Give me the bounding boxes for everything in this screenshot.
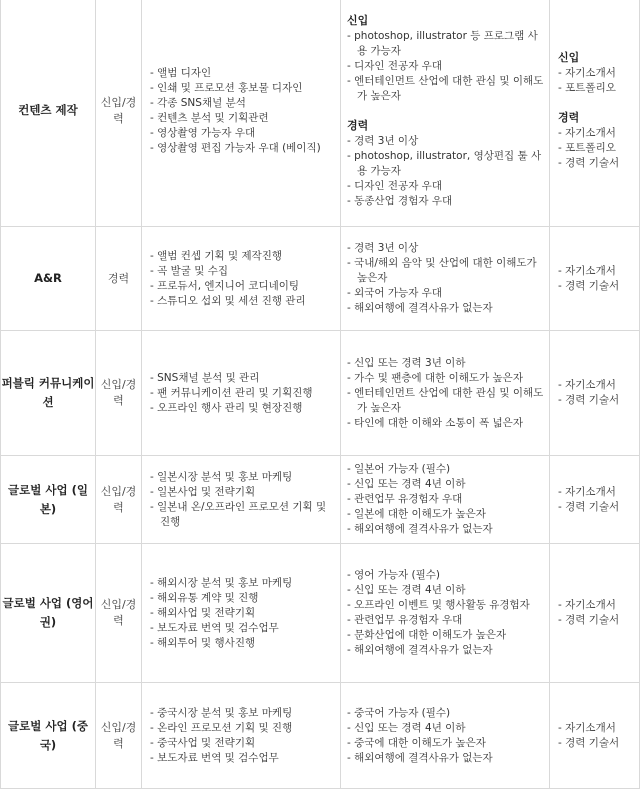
list-item: - photoshop, illustrator 등 프로그램 사용 가능자 (347, 29, 545, 59)
table-row (1, 227, 640, 331)
required-documents (550, 331, 640, 456)
employment-type: 신입/경력 (96, 0, 142, 227)
list-item: - 신입 또는 경력 4년 이하 (347, 721, 545, 736)
list-item: - 일본시장 분석 및 홍보 마케팅 (150, 470, 336, 485)
list-item: - SNS채널 분석 및 관리 (150, 371, 336, 386)
list-item: - 포트폴리오 (558, 141, 635, 156)
job-requirements (341, 331, 550, 456)
job-tasks (142, 456, 341, 544)
list-item: - 자기소개서 (558, 598, 635, 613)
list-item: - photoshop, illustrator, 영상편집 툴 사용 가능자 (347, 149, 545, 179)
list-item: - 온라인 프로모션 기획 및 진행 (150, 721, 336, 736)
docs-exp-heading: 경력 (558, 111, 580, 124)
employment-type: 신입/경력 (96, 683, 142, 789)
list-item: - 국내/해외 음악 및 산업에 대한 이해도가 높은자 (347, 256, 545, 286)
list-item: - 각종 SNS채널 분석 (150, 96, 336, 111)
job-title: 퍼블릭 커뮤니케이션 (1, 331, 96, 456)
list-item: - 일본에 대한 이해도가 높은자 (347, 507, 545, 522)
list-item: - 오프라인 이벤트 및 행사활동 유경험자 (347, 598, 545, 613)
list-item: - 자기소개서 (558, 378, 635, 393)
employment-type: 신입/경력 (96, 331, 142, 456)
list-item: - 스튜디오 섭외 및 세션 진행 관리 (150, 294, 336, 309)
job-tasks (142, 227, 341, 331)
list-item: - 해외투어 및 행사진행 (150, 636, 336, 651)
job-tasks (142, 683, 341, 789)
job-title: 글로벌 사업 (중국) (1, 683, 96, 789)
list-item: - 자기소개서 (558, 721, 635, 736)
job-requirements (341, 683, 550, 789)
list-item: - 앨범 디자인 (150, 66, 336, 81)
list-item: - 경력 기술서 (558, 279, 635, 294)
requirements-exp-heading: 경력 (347, 118, 369, 132)
list-item: - 중국에 대한 이해도가 높은자 (347, 736, 545, 751)
job-title: 글로벌 사업 (일본) (1, 456, 96, 544)
list-item: - 경력 기술서 (558, 156, 635, 171)
list-item: - 팬 커뮤니케이션 관리 및 기획진행 (150, 386, 336, 401)
required-documents (550, 456, 640, 544)
table-row (1, 683, 640, 789)
required-documents (550, 544, 640, 683)
list-item: - 영어 가능자 (필수) (347, 568, 545, 583)
list-item: - 문화산업에 대한 이해도가 높은자 (347, 628, 545, 643)
list-item: - 디자인 전공자 우대 (347, 59, 545, 74)
list-item: - 보도자료 번역 및 검수업무 (150, 751, 336, 766)
table-row (1, 456, 640, 544)
list-item: - 외국어 가능자 우대 (347, 286, 545, 301)
list-item: - 중국시장 분석 및 홍보 마케팅 (150, 706, 336, 721)
list-item: - 자기소개서 (558, 126, 635, 141)
list-item: - 신입 또는 경력 3년 이하 (347, 356, 545, 371)
list-item: - 관련업무 유경험자 우대 (347, 613, 545, 628)
list-item: - 디자인 전공자 우대 (347, 179, 545, 194)
employment-type: 신입/경력 (96, 456, 142, 544)
job-tasks (142, 331, 341, 456)
job-tasks (142, 0, 341, 227)
requirements-new-heading: 신입 (347, 13, 369, 27)
list-item: - 중국어 가능자 (필수) (347, 706, 545, 721)
job-requirements (341, 544, 550, 683)
list-item: - 경력 3년 이상 (347, 134, 545, 149)
job-title: A&R (1, 227, 96, 331)
list-item: - 경력 기술서 (558, 613, 635, 628)
required-documents (550, 0, 640, 227)
employment-type: 경력 (96, 227, 142, 331)
table-row (1, 0, 640, 227)
list-item: - 자기소개서 (558, 66, 635, 81)
list-item: - 경력 3년 이상 (347, 241, 545, 256)
job-requirements (341, 227, 550, 331)
required-documents (550, 227, 640, 331)
list-item: - 해외여행에 결격사유가 없는자 (347, 301, 545, 316)
list-item: - 해외사업 및 전략기획 (150, 606, 336, 621)
list-item: - 신입 또는 경력 4년 이하 (347, 477, 545, 492)
list-item: - 해외여행에 결격사유가 없는자 (347, 751, 545, 766)
list-item: - 해외시장 분석 및 홍보 마케팅 (150, 576, 336, 591)
list-item: - 엔터테인먼트 산업에 대한 관심 및 이해도가 높은자 (347, 74, 545, 104)
job-tasks (142, 544, 341, 683)
job-title: 글로벌 사업 (영어권) (1, 544, 96, 683)
employment-type: 신입/경력 (96, 544, 142, 683)
list-item: - 해외여행에 결격사유가 없는자 (347, 522, 545, 537)
list-item: - 영상촬영 편집 가능자 우대 (베이직) (150, 141, 336, 156)
job-requirements (341, 456, 550, 544)
list-item: - 경력 기술서 (558, 500, 635, 515)
list-item: - 동종산업 경험자 우대 (347, 194, 545, 209)
job-title: 컨텐츠 제작 (1, 0, 96, 227)
table-row (1, 544, 640, 683)
list-item: - 관련업무 유경험자 우대 (347, 492, 545, 507)
list-item: - 인쇄 및 프로모션 홍보물 디자인 (150, 81, 336, 96)
list-item: - 보도자료 번역 및 검수업무 (150, 621, 336, 636)
list-item: - 타인에 대한 이해와 소통이 폭 넓은자 (347, 416, 545, 431)
list-item: - 엔터테인먼트 산업에 대한 관심 및 이해도가 높은자 (347, 386, 545, 416)
docs-new-heading: 신입 (558, 51, 580, 64)
required-documents (550, 683, 640, 789)
list-item: - 자기소개서 (558, 264, 635, 279)
list-item: - 포트폴리오 (558, 81, 635, 96)
list-item: - 신입 또는 경력 4년 이하 (347, 583, 545, 598)
list-item: - 일본어 가능자 (필수) (347, 462, 545, 477)
list-item: - 중국사업 및 전략기획 (150, 736, 336, 751)
list-item: - 자기소개서 (558, 485, 635, 500)
list-item: - 경력 기술서 (558, 736, 635, 751)
list-item: - 일본사업 및 전략기획 (150, 485, 336, 500)
table-row (1, 331, 640, 456)
list-item: - 컨텐츠 분석 및 기획관련 (150, 111, 336, 126)
list-item: - 해외유통 계약 및 진행 (150, 591, 336, 606)
list-item: - 앨범 컨셉 기획 및 제작진행 (150, 249, 336, 264)
list-item: - 일본내 온/오프라인 프로모션 기획 및 진행 (150, 500, 336, 530)
list-item: - 경력 기술서 (558, 393, 635, 408)
list-item: - 프로듀서, 엔지니어 코디네이팅 (150, 279, 336, 294)
job-requirements (341, 0, 550, 227)
list-item: - 가수 및 팬층에 대한 이해도가 높은자 (347, 371, 545, 386)
list-item: - 곡 발굴 및 수집 (150, 264, 336, 279)
list-item: - 오프라인 행사 관리 및 현장진행 (150, 401, 336, 416)
list-item: - 영상촬영 가능자 우대 (150, 126, 336, 141)
list-item: - 해외여행에 결격사유가 없는자 (347, 643, 545, 658)
